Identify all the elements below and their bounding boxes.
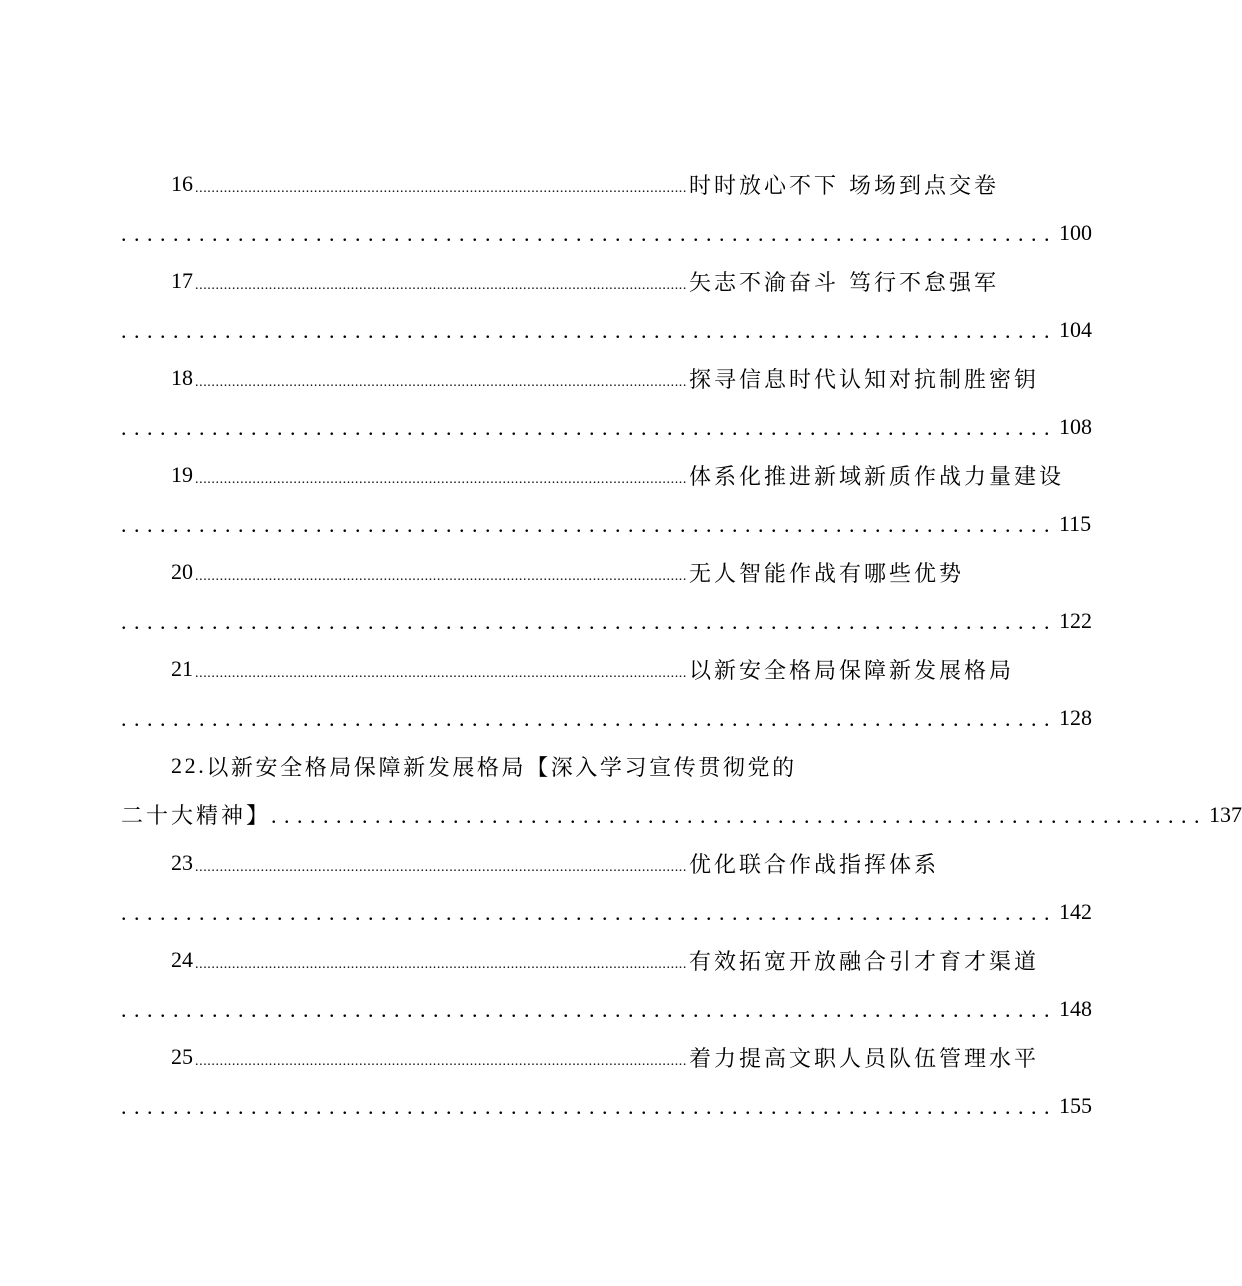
toc-entry-24[interactable]: [121, 936, 1040, 985]
toc-entry-20[interactable]: [121, 548, 965, 597]
toc-entry-23[interactable]: [121, 839, 940, 888]
toc-entry-number: 18: [171, 365, 193, 391]
toc-entry-title: 体系化推进新域新质作战力量建设: [689, 464, 1065, 490]
dot-leader: ........................................................................: [121, 706, 1057, 731]
toc-entry-page: 137: [1209, 801, 1242, 827]
toc-entry-title: 探寻信息时代认知对抗制胜密钥: [689, 367, 1040, 393]
dot-leader: ........................................................................................................................: [195, 471, 687, 487]
toc-entry-title: 有效拓宽开放融合引才育才渠道: [689, 949, 1040, 975]
dot-leader: ........................................................................: [271, 803, 1208, 828]
toc-entry-number: 24: [171, 947, 193, 973]
dot-leader: ........................................................................: [121, 221, 1057, 246]
toc-entry-title: 无人智能作战有哪些优势: [689, 561, 965, 587]
toc-entry-page: 108: [1059, 413, 1092, 439]
toc-entry-18[interactable]: [121, 354, 1040, 403]
toc-entry-number: 19: [171, 462, 193, 488]
toc-entry-page: 100: [1059, 219, 1092, 245]
toc-entry-17-page-line[interactable]: [121, 306, 1092, 355]
toc-entry-20-page-line[interactable]: [121, 597, 1092, 646]
toc-entry-18-page-line[interactable]: [121, 403, 1092, 452]
toc-entry-number: 22.: [171, 753, 207, 779]
toc-entry-title-continuation: 二十大精神】: [121, 804, 272, 830]
table-of-contents: [121, 160, 1242, 1130]
toc-entry-24-page-line[interactable]: [121, 985, 1092, 1034]
dot-leader: ........................................................................: [121, 997, 1057, 1022]
toc-entry-16-page-line[interactable]: [121, 209, 1092, 258]
dot-leader: ........................................................................................................................: [195, 277, 687, 293]
toc-entry-title: 以新安全格局保障新发展格局: [689, 658, 1015, 684]
dot-leader: ........................................................................................................................: [195, 1053, 687, 1069]
toc-entry-23-page-line[interactable]: [121, 888, 1092, 937]
dot-leader: ........................................................................................................................: [195, 859, 687, 875]
toc-entry-number: 25: [171, 1044, 193, 1070]
dot-leader: ........................................................................................................................: [195, 956, 687, 972]
toc-entry-25-page-line[interactable]: [121, 1082, 1092, 1131]
dot-leader: ........................................................................: [121, 609, 1057, 634]
toc-entry-number: 17: [171, 268, 193, 294]
dot-leader: ........................................................................: [121, 1094, 1057, 1119]
toc-entry-page: 142: [1059, 898, 1092, 924]
toc-entry-21-page-line[interactable]: [121, 694, 1092, 743]
toc-entry-page: 155: [1059, 1092, 1092, 1118]
toc-entry-19[interactable]: [121, 451, 1065, 500]
toc-entry-number: 20: [171, 559, 193, 585]
toc-entry-title: 时时放心不下 场场到点交卷: [689, 173, 999, 199]
toc-entry-22[interactable]: [121, 742, 797, 791]
dot-leader: ........................................................................: [121, 512, 1057, 537]
toc-entry-19-page-line[interactable]: [121, 500, 1092, 549]
dot-leader: ........................................................................: [121, 900, 1057, 925]
toc-entry-17[interactable]: [121, 257, 999, 306]
toc-entry-title: 矢志不渝奋斗 笃行不怠强军: [689, 270, 999, 296]
toc-entry-page: 104: [1059, 316, 1092, 342]
dot-leader: ........................................................................: [121, 318, 1057, 343]
toc-entry-title: 着力提高文职人员队伍管理水平: [689, 1046, 1040, 1072]
toc-entry-title: 以新安全格局保障新发展格局【深入学习宣传贯彻党的: [206, 755, 797, 781]
toc-entry-page: 115: [1059, 510, 1092, 536]
dot-leader: ........................................................................................................................: [195, 180, 687, 196]
dot-leader: ........................................................................................................................: [195, 568, 687, 584]
toc-entry-number: 16: [171, 171, 193, 197]
toc-entry-page: 122: [1059, 607, 1092, 633]
toc-entry-22-page-line[interactable]: [121, 791, 1242, 840]
dot-leader: ........................................................................................................................: [195, 665, 687, 681]
toc-entry-16[interactable]: [121, 160, 999, 209]
toc-entry-page: 148: [1059, 995, 1092, 1021]
dot-leader: ........................................................................................................................: [195, 374, 687, 390]
dot-leader: ........................................................................: [121, 415, 1057, 440]
toc-entry-25[interactable]: [121, 1033, 1040, 1082]
toc-entry-page: 128: [1059, 704, 1092, 730]
toc-entry-number: 21: [171, 656, 193, 682]
toc-entry-title: 优化联合作战指挥体系: [689, 852, 940, 878]
toc-entry-21[interactable]: [121, 645, 1015, 694]
toc-entry-number: 23: [171, 850, 193, 876]
